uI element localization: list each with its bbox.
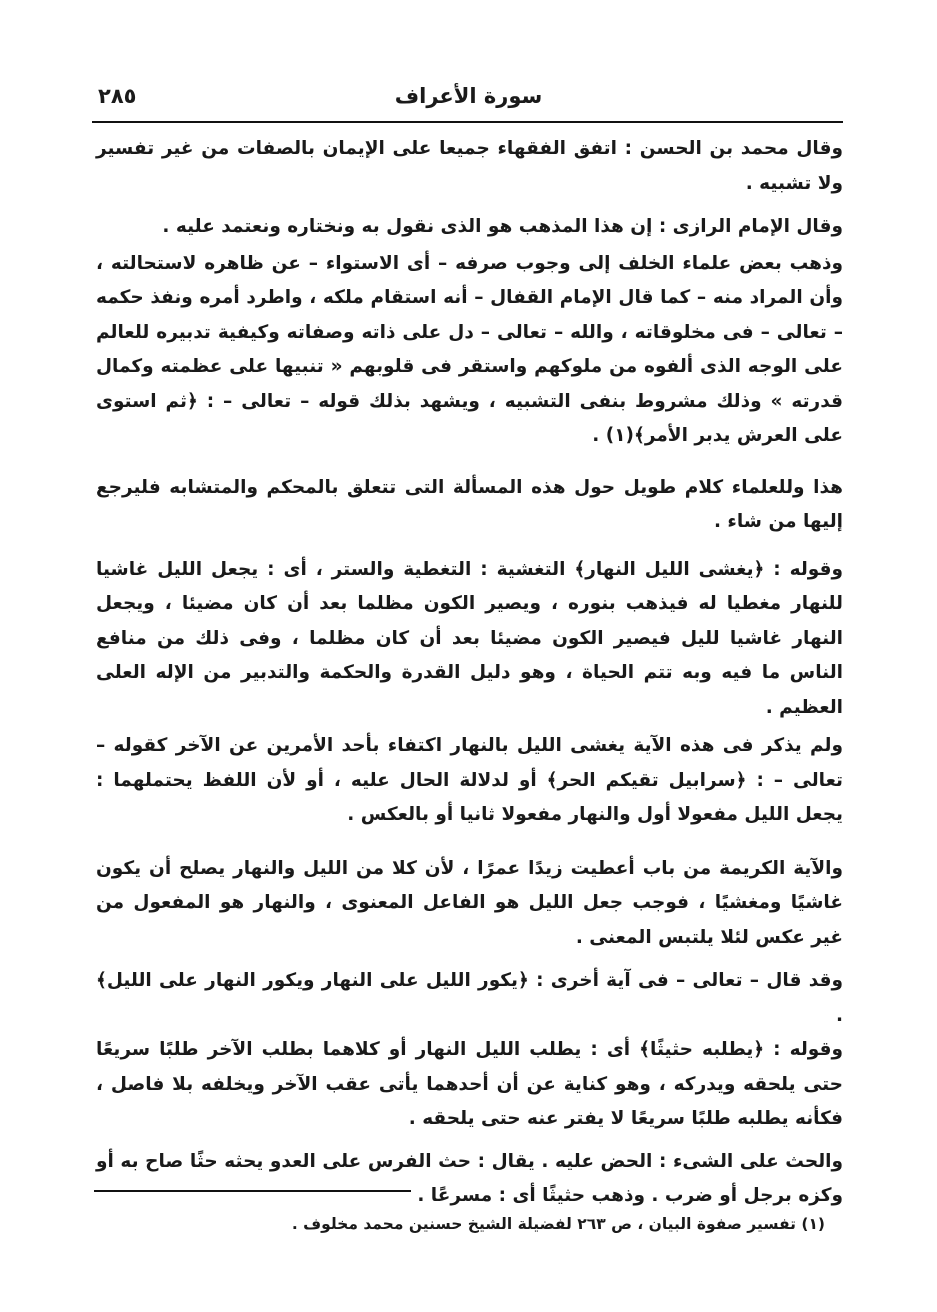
paragraph-6: ولم يذكر فى هذه الآية يغشى الليل بالنهار اكتفاء بأحد الأمرين عن الآخر كقوله – تعالى – : ﴿سرابيل تقيكم الحر﴾ أو لدلالة الحال عليه ، أو لأن اللفظ يحتملهما : يجعل الليل مفعولا أول والنهار مفعولا ثانيا أو بالعكس .	[96, 735, 843, 825]
paragraph-5: وقوله : ﴿يغشى الليل النهار﴾ التغشية : التغطية والستر ، أى : يجعل الليل غاشيا للنهار مغطيا له فيذهب بنوره ، ويصير الكون مظلما بعد أن كان مضيئا ، ويجعل النهار غاشيا لليل فيصير الكون مضيئا بعد أن كان مظلما ، وفى ذلك من منافع الناس ما فيه وبه تتم الحياة ، وهو دليل القدرة والحكمة والتدبير من الإله العلى العظيم .	[96, 558, 843, 718]
paragraph-7: والآية الكريمة من باب أعطيت زيدًا عمرًا ، لأن كلا من الليل والنهار يصلح أن يكون غاشيًا ومغشيًا ، فوجب جعل الليل هو الفاعل المعنوى ، والنهار هو المفعول من غير عكس لئلا يلتبس المعنى .	[96, 857, 843, 948]
paragraph-9: وقوله : ﴿يطلبه حثيثًا﴾ أى : يطلب الليل النهار أو كلاهما بطلب الآخر طلبًا سريعًا حتى يلحقه ويدركه ، وهو كناية عن أن أحدهما يأتى عقب الآخر ويخلفه بلا فاصل ، فكأنه يطلبه طلبًا سريعًا لا يفتر عنه حتى يلحقه .	[96, 1039, 843, 1129]
surah-title: سورة الأعراف	[394, 84, 543, 108]
footnote-divider	[94, 1190, 411, 1192]
paragraph-2: وقال الإمام الرازى : إن هذا المذهب هو الذى نقول به ونختاره ونعتمد عليه .	[162, 216, 843, 237]
footnote: (١) تفسير صفوة البيان ، ص ٢٦٣ لفضيلة الشيخ حسنين محمد مخلوف .	[291, 1215, 825, 1233]
header-divider	[92, 121, 843, 123]
paragraph-10: والحث على الشىء : الحض عليه . يقال : حث الفرس على العدو يحثه حثًا صاح به أو وكزه برجل أو ضرب . وذهب حثيثًا أى : مسرعًا .	[96, 1150, 843, 1206]
paragraph-3: وذهب بعض علماء الخلف إلى وجوب صرفه – أى الاستواء – عن ظاهره لاستحالته ، وأن المراد منه – كما قال الإمام القفال – أنه استقام ملكه ، واطرد أمره ونفذ حكمه – تعالى – فى مخلوقاته ، والله – تعالى – دل على ذاته وصفاته وكيفية تدبيره للعالم على الوجه الذى ألفوه من ملوكهم واستقر فى قلوبهم « تنبيها على عظمته وكمال قدرته » وذلك مشروط بنفى التشبيه ، ويشهد بذلك قوله – تعالى – : ﴿ثم استوى على العرش يدبر الأمر﴾(١) .	[96, 252, 843, 446]
paragraph-4: هذا وللعلماء كلام طويل حول هذه المسألة التى تتعلق بالمحكم والمتشابه فليرجع إليها من شاء .	[96, 476, 843, 532]
paragraph-8: وقد قال – تعالى – فى آية أخرى : ﴿يكور الليل على النهار ويكور النهار على الليل﴾ .	[96, 970, 843, 1026]
page-header	[94, 78, 843, 118]
page-body	[96, 132, 843, 1214]
paragraph-1: وقال محمد بن الحسن : اتفق الفقهاء جميعا على الإيمان بالصفات من غير تفسير ولا تشبيه .	[96, 138, 843, 194]
page-number: ٢٨٥	[98, 84, 137, 108]
